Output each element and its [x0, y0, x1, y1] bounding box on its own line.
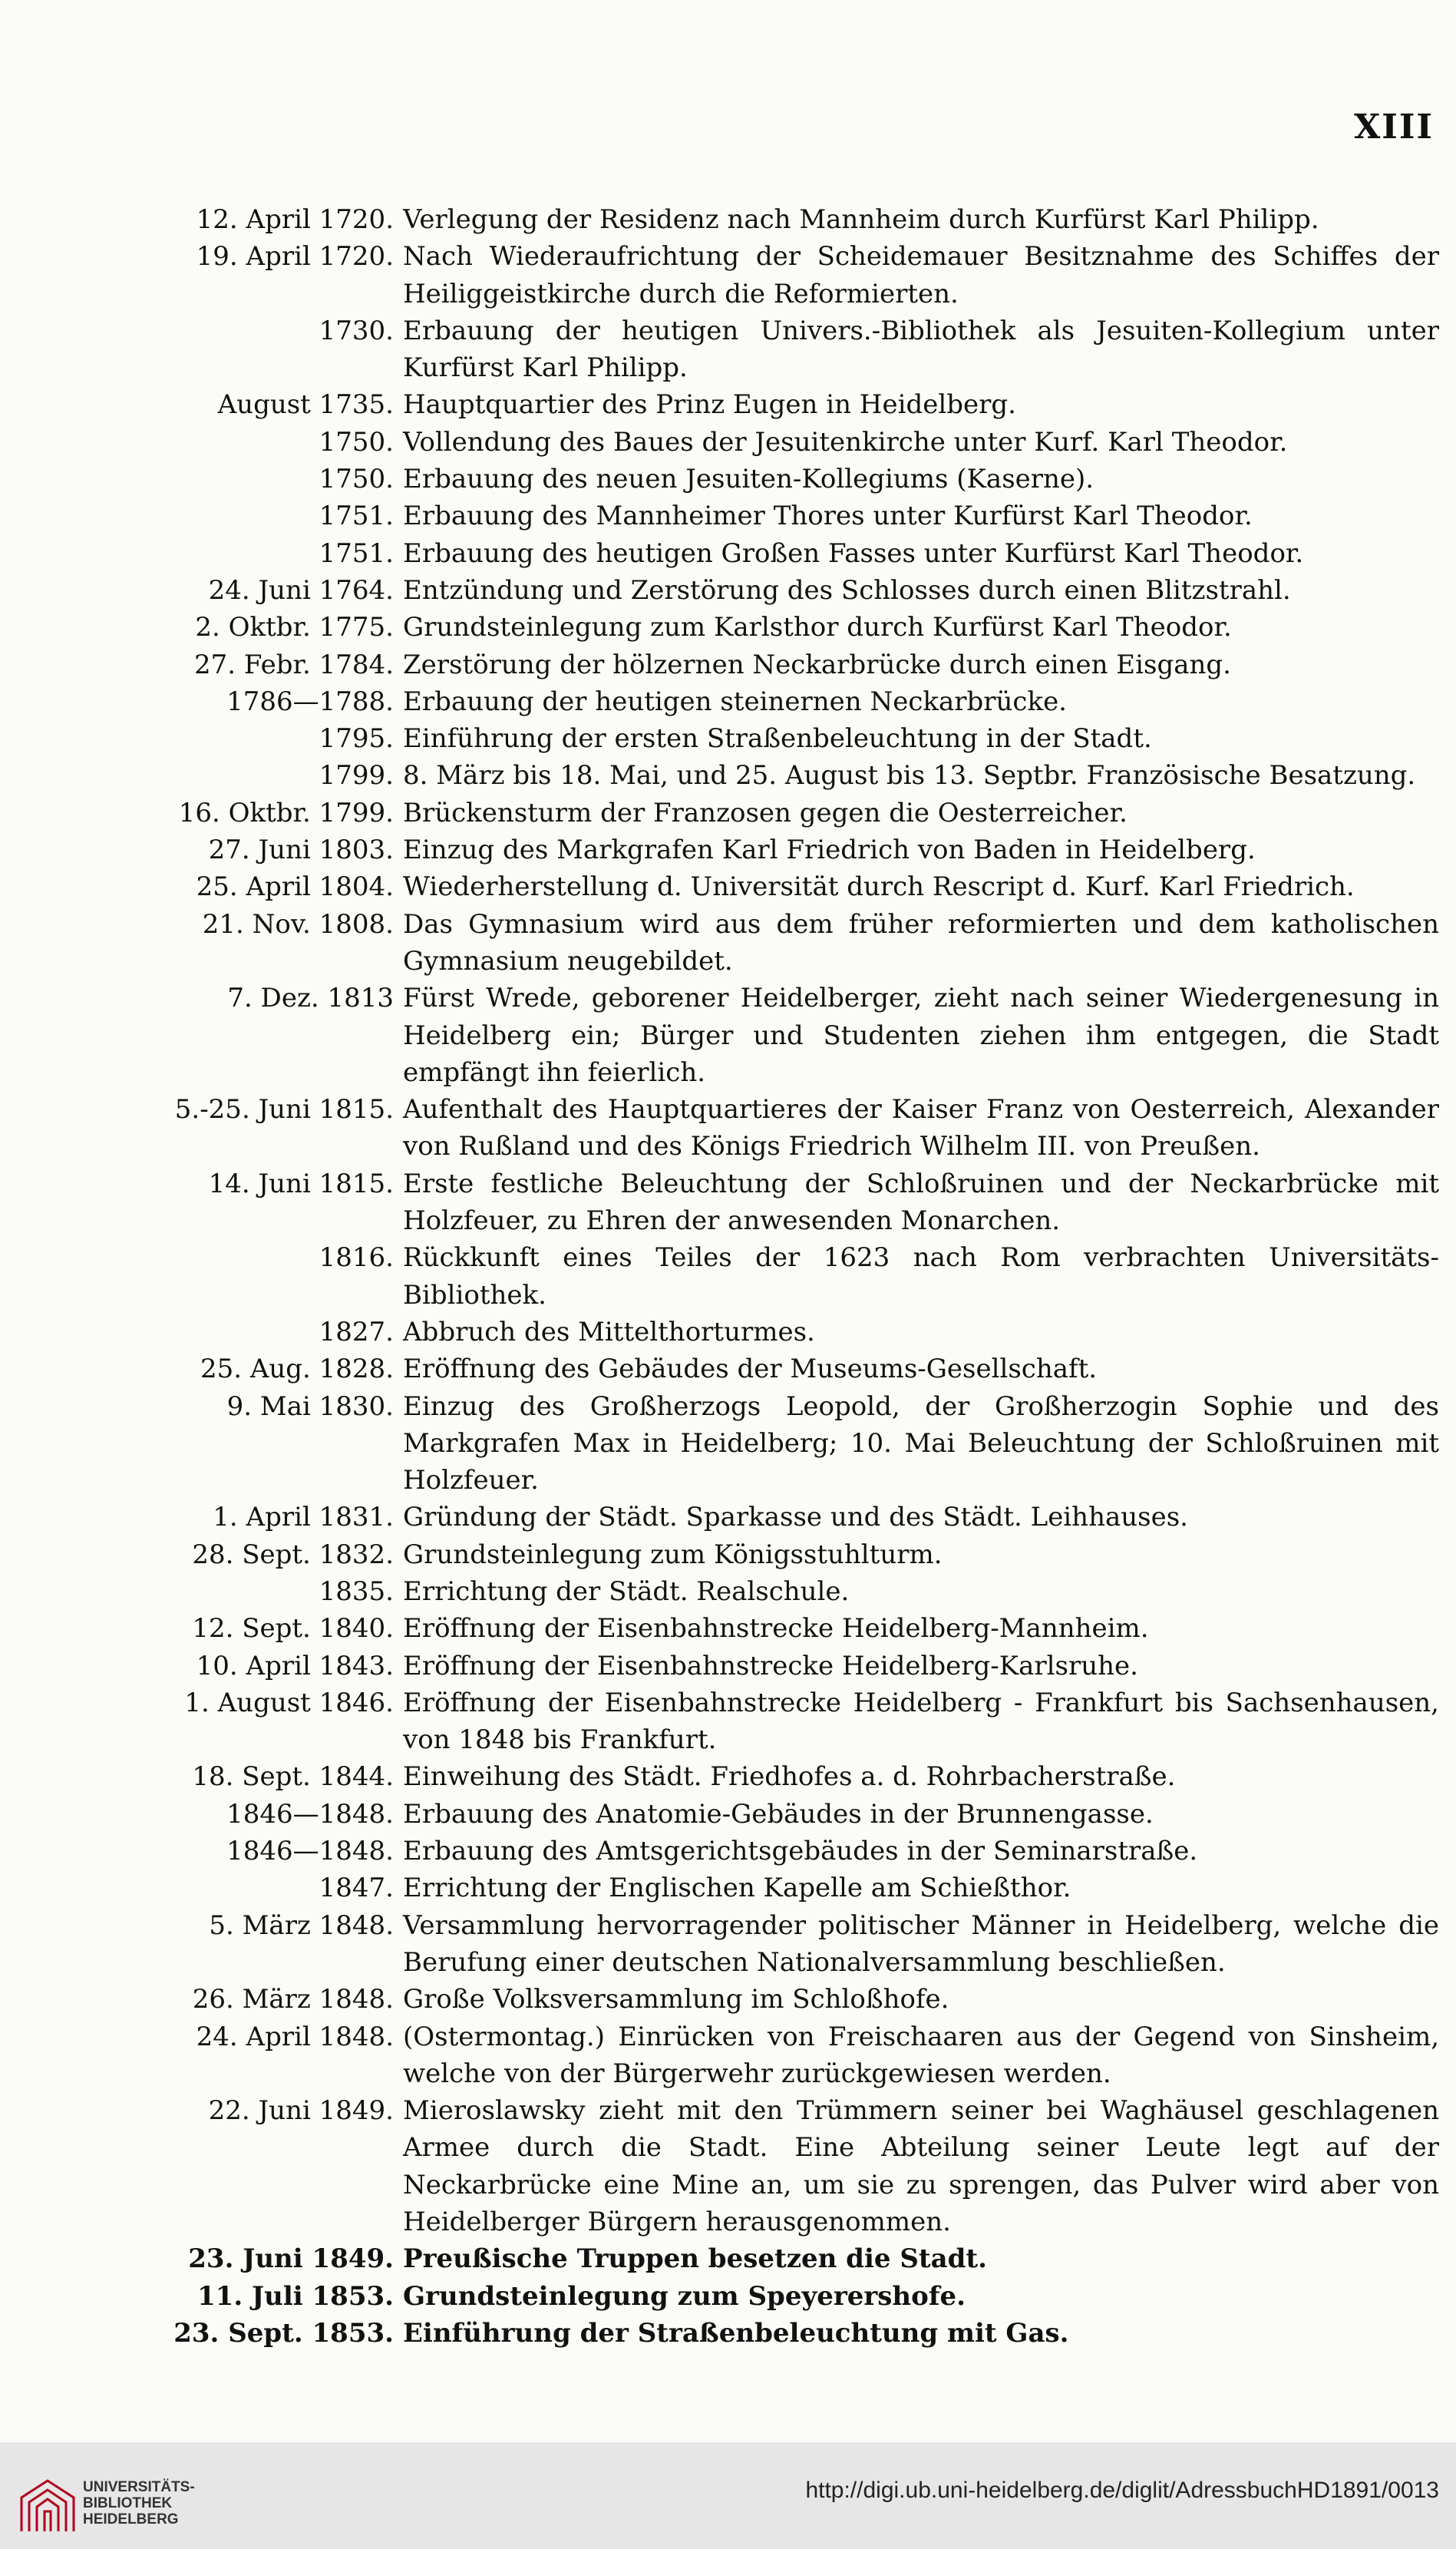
chronology-entry	[115, 1758, 1435, 1795]
entry-date: 1751.	[319, 501, 394, 532]
entry-text: Gründung der Städt. Sparkasse und des Städt. Leihhauses.	[403, 1502, 1188, 1533]
chronology-entry	[115, 1981, 1435, 2018]
entry-text: Entzündung und Zerstörung des Schlosses durch einen Blitzstrahl.	[403, 574, 1291, 606]
chronology-entry	[115, 1907, 1439, 1982]
chronology-entry	[115, 461, 1435, 498]
entry-text: Vollendung des Baues der Jesuitenkirche unter Kurf. Karl Theodor.	[403, 426, 1288, 458]
entry-text: Erste festliche Beleuchtung der Schloßruinen und der Neckarbrücke mit Holzfeuer, zu Ehren der anwesenden Monarchen.	[403, 1168, 1439, 1237]
chronology-entry	[115, 386, 1435, 423]
chronology-entry	[115, 238, 1439, 312]
library-name	[83, 2479, 195, 2528]
chronology-entry	[115, 572, 1435, 609]
chronology-list	[115, 201, 1439, 2352]
entry-text: Errichtung der Städt. Realschule.	[403, 1575, 850, 1607]
entry-date: 24. April 1848.	[196, 2021, 394, 2052]
entry-text: Versammlung hervorragender politischer Männer in Heidelberg, welche die Berufung einer deutschen Nationalversammlung beschließen.	[403, 1909, 1439, 1978]
entry-date: 16. Oktbr. 1799.	[178, 797, 394, 828]
entry-text: Rückkunft eines Teiles der 1623 nach Rom verbrachten Universitäts-Bibliothek.	[403, 1242, 1439, 1311]
entry-text: Eröffnung der Eisenbahnstrecke Heidelberg - Frankfurt bis Sachsenhausen, von 1848 bis Frankfurt.	[403, 1687, 1439, 1756]
entry-date: 1. August 1846.	[184, 1687, 394, 1718]
entry-date: 12. April 1720.	[196, 204, 394, 235]
entry-text: Hauptquartier des Prinz Eugen in Heidelberg.	[403, 389, 1016, 421]
entry-date: 1750.	[319, 426, 394, 458]
chronology-entry	[115, 757, 1435, 794]
entry-date: 1751.	[319, 537, 394, 569]
chronology-entry	[115, 1870, 1435, 1906]
chronology-entry	[115, 424, 1435, 461]
chronology-entry	[115, 980, 1439, 1091]
entry-date: 7. Dez. 1813	[227, 983, 394, 1014]
entry-date: 28. Sept. 1832.	[192, 1539, 394, 1570]
chronology-entry	[115, 498, 1435, 534]
chronology-entry	[115, 1091, 1439, 1165]
chronology-entry	[115, 201, 1435, 238]
entry-date: August 1735.	[217, 389, 394, 421]
chronology-entry	[115, 2092, 1439, 2240]
entry-text: Verlegung der Residenz nach Mannheim durch Kurfürst Karl Philipp.	[403, 204, 1319, 235]
entry-text: Einweihung des Städt. Friedhofes a. d. Rohrbacherstraße.	[403, 1761, 1176, 1793]
entry-date: 1786—1788.	[226, 686, 394, 717]
entry-text: Einzug des Großherzogs Leopold, der Großherzogin Sophie und des Markgrafen Max in Heidelberg; 10. Mai Beleuchtung der Schloßruinen mit Holzfeuer.	[403, 1390, 1439, 1496]
entry-date: 23. Sept. 1853.	[173, 2317, 394, 2349]
entry-text: Erbauung des heutigen Großen Fasses unter Kurfürst Karl Theodor.	[403, 537, 1304, 569]
entry-date: 2. Oktbr. 1775.	[195, 612, 394, 643]
entry-date: 22. Juni 1849.	[208, 2095, 394, 2127]
chronology-entry	[115, 2240, 1435, 2277]
entry-date: 26. März 1848.	[192, 1984, 394, 2015]
entry-date: 27. Febr. 1784.	[194, 649, 394, 680]
library-name-line: HEIDELBERG	[83, 2511, 179, 2528]
entry-date: 1750.	[319, 464, 394, 495]
chronology-entry	[115, 1573, 1435, 1610]
chronology-entry	[115, 1610, 1435, 1647]
university-library-logo-icon	[17, 2475, 78, 2536]
chronology-entry	[115, 868, 1435, 905]
chronology-entry	[115, 1351, 1435, 1387]
entry-text: Erbauung der heutigen steinernen Neckarbrücke.	[403, 686, 1067, 717]
entry-date: 19. April 1720.	[196, 241, 394, 273]
entry-text: Erbauung der heutigen Univers.-Bibliothek als Jesuiten-Kollegium unter Kurfürst Karl Philipp.	[403, 315, 1439, 384]
entry-text: Zerstörung der hölzernen Neckarbrücke durch einen Eisgang.	[403, 649, 1231, 680]
entry-text: Abbruch des Mittelthorturmes.	[403, 1316, 815, 1347]
entry-date: 1835.	[319, 1575, 394, 1607]
entry-date: 5. März 1848.	[209, 1909, 394, 1941]
entry-text: Einzug des Markgrafen Karl Friedrich von Baden in Heidelberg.	[403, 835, 1256, 866]
entry-text: Eröffnung der Eisenbahnstrecke Heidelberg-Mannheim.	[403, 1613, 1149, 1645]
chronology-entry	[115, 1499, 1435, 1536]
chronology-entry	[115, 2315, 1435, 2352]
entry-text: Einführung der ersten Straßenbeleuchtung in der Stadt.	[403, 723, 1152, 755]
entry-date: 1827.	[319, 1316, 394, 1347]
entry-text: Eröffnung der Eisenbahnstrecke Heidelberg-Karlsruhe.	[403, 1650, 1138, 1681]
library-name-line: BIBLIOTHEK	[83, 2495, 173, 2511]
entry-text: Erbauung des neuen Jesuiten-Kollegiums (Kaserne).	[403, 464, 1094, 495]
entry-date: 1816.	[319, 1242, 394, 1274]
chronology-entry	[115, 720, 1435, 757]
entry-date: 12. Sept. 1840.	[192, 1613, 394, 1645]
entry-text: Brückensturm der Franzosen gegen die Oesterreicher.	[403, 797, 1127, 828]
entry-date: 10. April 1843.	[196, 1650, 394, 1681]
entry-date: 21. Nov. 1808.	[202, 908, 394, 940]
chronology-entry	[115, 683, 1435, 720]
chronology-entry	[115, 1536, 1435, 1573]
entry-date: 14. Juni 1815.	[208, 1168, 394, 1199]
chronology-entry	[115, 906, 1439, 980]
entry-date: 23. Juni 1849.	[188, 2243, 394, 2275]
entry-date: 27. Juni 1803.	[208, 835, 394, 866]
chronology-entry	[115, 1165, 1439, 1240]
chronology-entry	[115, 2278, 1435, 2315]
entry-text: Grundsteinlegung zum Karlsthor durch Kurfürst Karl Theodor.	[403, 612, 1232, 643]
entry-text: Eröffnung des Gebäudes der Museums-Gesellschaft.	[403, 1354, 1098, 1385]
chronology-entry	[115, 2018, 1439, 2093]
source-url-link[interactable]: http://digi.ub.uni-heidelberg.de/diglit/AdressbuchHD1891/0013	[805, 2478, 1439, 2503]
entry-date: 1847.	[319, 1873, 394, 1904]
entry-text: Große Volksversammlung im Schloßhofe.	[403, 1984, 949, 2015]
entry-text: Einführung der Straßenbeleuchtung mit Gas.	[403, 2317, 1069, 2349]
page-number: XIII	[1354, 107, 1434, 147]
chronology-entry	[115, 312, 1439, 387]
entry-text: 8. März bis 18. Mai, und 25. August bis 13. Septbr. Französische Besatzung.	[403, 760, 1416, 792]
chronology-entry	[115, 646, 1435, 683]
entry-text: Mieroslawsky zieht mit den Trümmern seiner bei Waghäusel geschlagenen Armee durch die Stadt. Eine Abteilung seiner Leute legt auf der Neckarbrücke eine Mine an, um sie zu sprengen, das Pulver wird aber von Heidelberger Bürgern herausgenommen.	[403, 2095, 1439, 2238]
chronology-entry	[115, 1239, 1439, 1314]
entry-date: 1730.	[319, 315, 394, 346]
entry-date: 11. Juli 1853.	[197, 2280, 394, 2312]
chronology-entry	[115, 1314, 1435, 1351]
entry-text: Wiederherstellung d. Universität durch Rescript d. Kurf. Karl Friedrich.	[403, 871, 1355, 903]
entry-date: 1795.	[319, 723, 394, 755]
entry-text: Aufenthalt des Hauptquartieres der Kaiser Franz von Oesterreich, Alexander von Rußland und des Königs Friedrich Wilhelm III. von Preußen.	[403, 1094, 1439, 1162]
entry-text: Preußische Truppen besetzen die Stadt.	[403, 2243, 987, 2275]
entry-text: Fürst Wrede, geborener Heidelberger, zieht nach seiner Wiedergenesung in Heidelberg ein; Bürger und Studenten ziehen ihm entgegen, die Stadt empfängt ihn feierlich.	[403, 983, 1439, 1088]
chronology-entry	[115, 609, 1435, 646]
entry-date: 1846—1848.	[226, 1836, 394, 1867]
entry-text: Grundsteinlegung zum Königsstuhlturm.	[403, 1539, 943, 1570]
entry-date: 18. Sept. 1844.	[192, 1761, 394, 1793]
entry-text: Das Gymnasium wird aus dem früher reformierten und dem katholischen Gymnasium neugebildet.	[403, 908, 1439, 977]
chronology-entry	[115, 795, 1435, 831]
chronology-entry	[115, 1388, 1439, 1499]
entry-date: 25. April 1804.	[196, 871, 394, 903]
entry-text: Errichtung der Englischen Kapelle am Schießthor.	[403, 1873, 1071, 1904]
entry-text: Grundsteinlegung zum Speyerershofe.	[403, 2280, 966, 2312]
entry-date: 9. Mai 1830.	[226, 1390, 394, 1422]
chronology-entry	[115, 1684, 1439, 1759]
entry-text: Erbauung des Mannheimer Thores unter Kurfürst Karl Theodor.	[403, 501, 1253, 532]
chronology-entry	[115, 1796, 1435, 1833]
entry-date: 1846—1848.	[226, 1798, 394, 1830]
entry-date: 25. Aug. 1828.	[200, 1354, 394, 1385]
library-name-line: UNIVERSITÄTS-	[83, 2479, 195, 2495]
chronology-entry	[115, 535, 1435, 572]
chronology-entry	[115, 831, 1435, 868]
entry-text: Erbauung des Anatomie-Gebäudes in der Brunnengasse.	[403, 1798, 1154, 1830]
chronology-entry	[115, 1648, 1435, 1684]
footer-bar	[0, 2442, 1456, 2549]
entry-text: Nach Wiederaufrichtung der Scheidemauer Besitznahme des Schiffes der Heiliggeistkirche durch die Reformierten.	[403, 241, 1439, 309]
entry-text: (Ostermontag.) Einrücken von Freischaaren aus der Gegend von Sinsheim, welche von der Bürgerwehr zurückgewiesen werden.	[403, 2021, 1439, 2089]
chronology-entry	[115, 1833, 1435, 1870]
entry-text: Erbauung des Amtsgerichtsgebäudes in der Seminarstraße.	[403, 1836, 1198, 1867]
entry-date: 1. April 1831.	[213, 1502, 394, 1533]
entry-date: 24. Juni 1764.	[208, 574, 394, 606]
entry-date: 1799.	[319, 760, 394, 792]
entry-date: 5.-25. Juni 1815.	[174, 1094, 394, 1126]
